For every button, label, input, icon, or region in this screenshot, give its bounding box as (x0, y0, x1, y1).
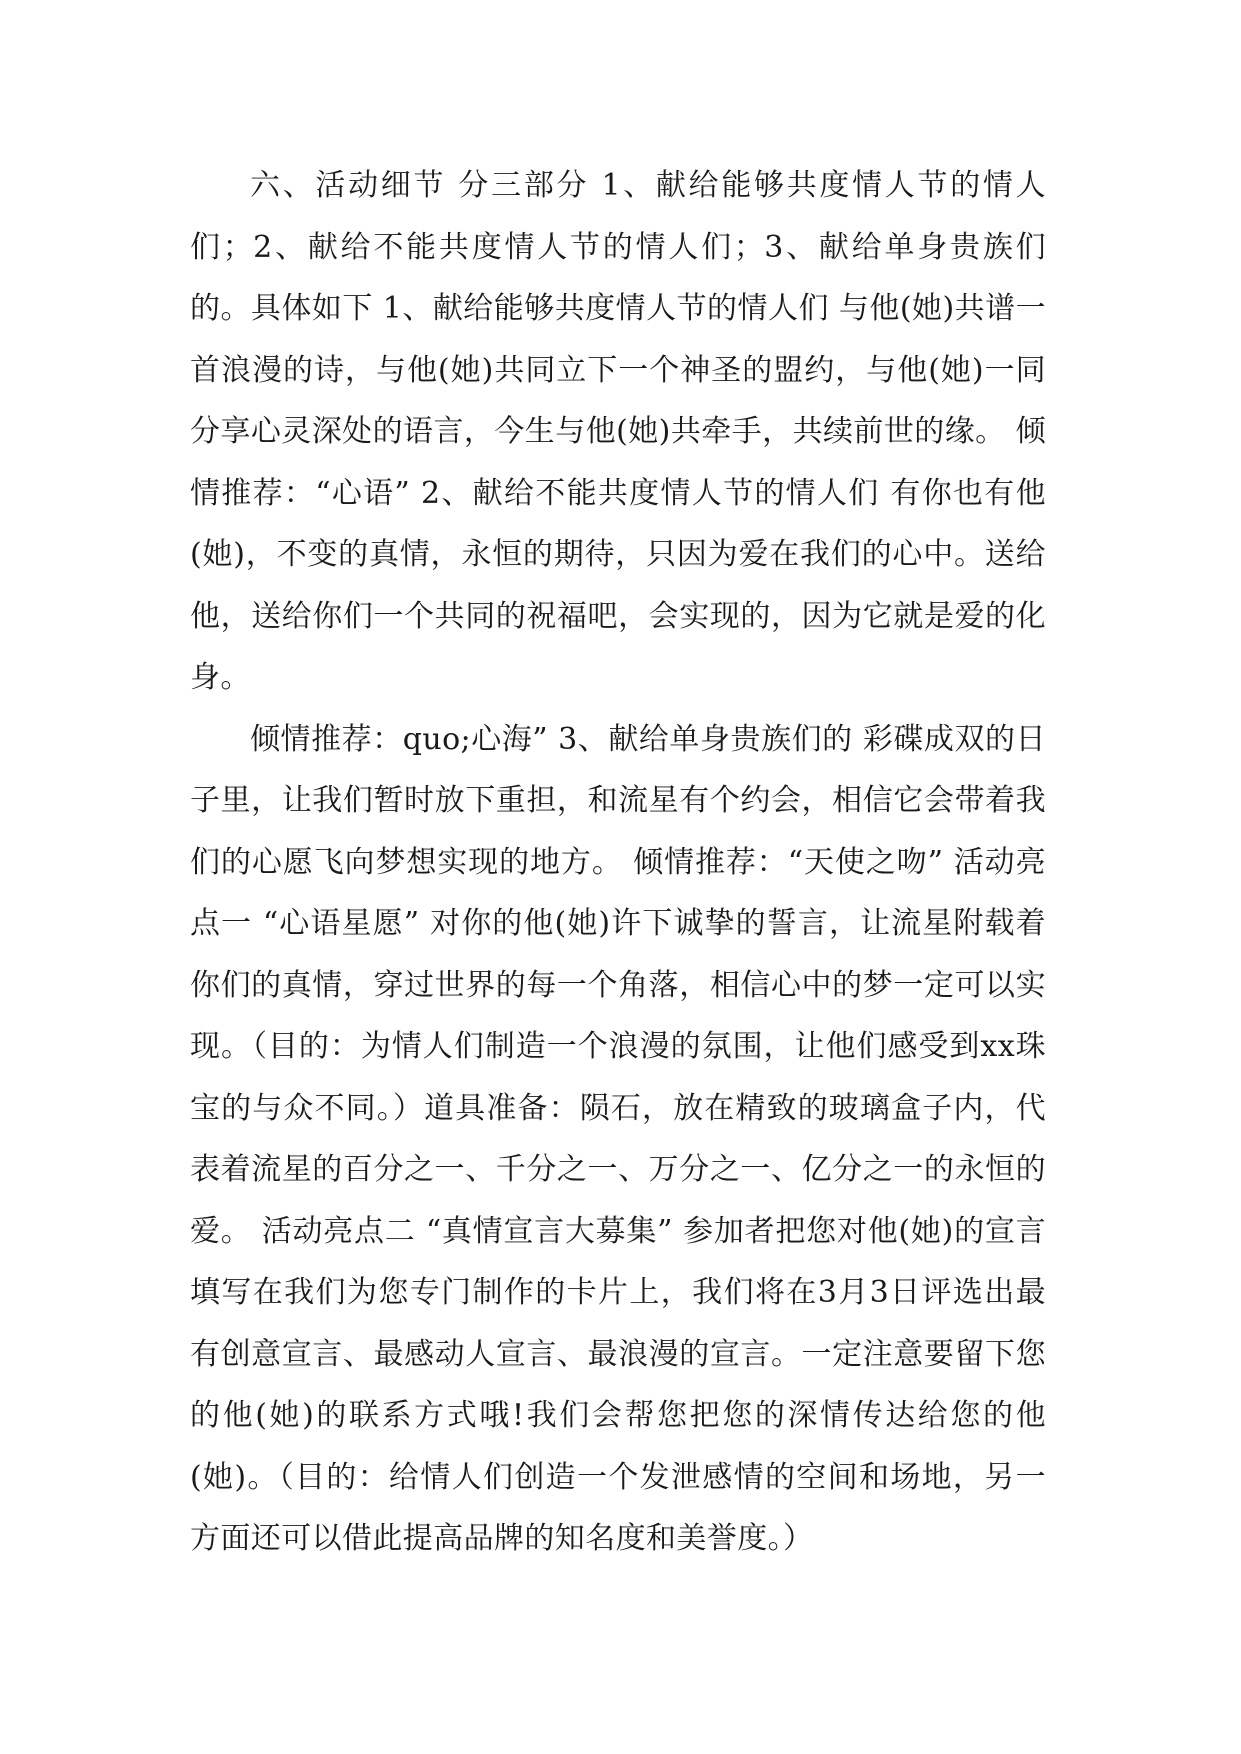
document-page (190, 155, 1046, 1570)
paragraph-activity-details: 六、活动细节 分三部分 1、献给能够共度情人节的情人们；2、献给不能共度情人节的情人们；3、献给单身贵族们的。具体如下 1、献给能够共度情人节的情人们 与他(她)共谱一首浪漫的诗，与他(她)共同立下一个神圣的盟约，与他(她)一同分享心灵深处的语言，今生与他(她)共牵手，共续前世的缘。 倾情推荐：“心语” 2、献给不能共度情人节的情人们 有你也有他(她)，不变的真情，永恒的期待，只因为爱在我们的心中。送给他，送给你们一个共同的祝福吧，会实现的，因为它就是爱的化身。 (190, 168, 1046, 695)
paragraph-highlights: 倾情推荐：quo;心海” 3、献给单身贵族们的 彩碟成双的日子里，让我们暂时放下重担，和流星有个约会，相信它会带着我们的心愿飞向梦想实现的地方。 倾情推荐：“天使之吻” 活动亮点一 “心语星愿” 对你的他(她)许下诚挚的誓言，让流星附载着你们的真情，穿过世界的每一个角落，相信心中的梦一定可以实现。（目的：为情人们制造一个浪漫的氛围，让他们感受到xx珠宝的与众不同。）道具准备：陨石，放在精致的玻璃盒子内，代表着流星的百分之一、千分之一、万分之一、亿分之一的永恒的爱。 活动亮点二 “真情宣言大募集” 参加者把您对他(她)的宣言填写在我们为您专门制作的卡片上，我们将在3月3日评选出最有创意宣言、最感动人宣言、最浪漫的宣言。一定注意要留下您的他(她)的联系方式哦!我们会帮您把您的深情传达给您的他(她)。（目的：给情人们创造一个发泄感情的空间和场地，另一方面还可以借此提高品牌的知名度和美誉度。） (190, 721, 1046, 1556)
